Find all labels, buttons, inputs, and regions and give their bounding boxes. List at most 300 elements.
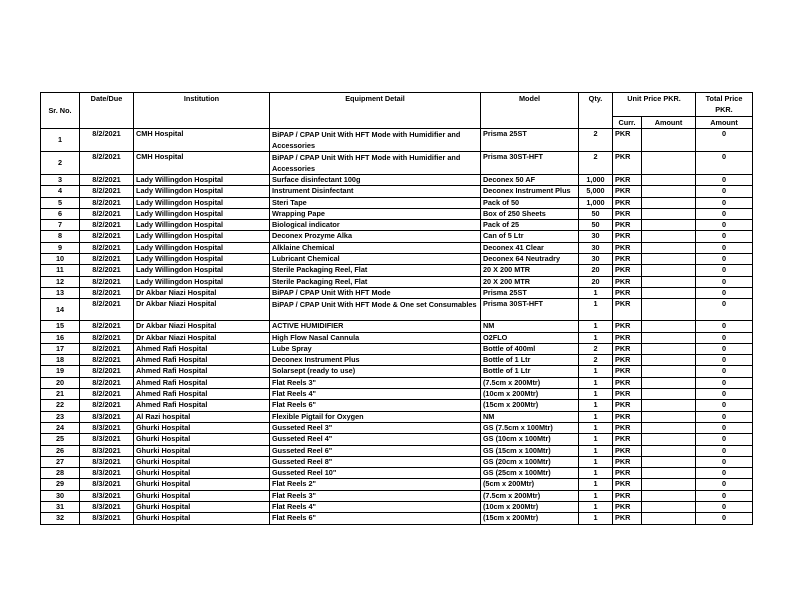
table-row: [41, 502, 753, 513]
cell-equipment-detail: Wrapping Pape: [270, 208, 481, 219]
cell-model: GS (20cm x 100Mtr): [481, 456, 579, 467]
cell-equipment-detail: Lube Spray: [270, 343, 481, 354]
cell-qty: 5,000: [579, 186, 613, 197]
header-model: Model: [481, 93, 579, 129]
cell-institution: Ahmed Rafi Hospital: [134, 377, 270, 388]
cell-date: 8/3/2021: [80, 445, 134, 456]
cell-sr-no: 20: [41, 377, 80, 388]
cell-model: NM: [481, 321, 579, 332]
cell-sr-no: 7: [41, 220, 80, 231]
cell-unit-amount: [642, 468, 696, 479]
cell-unit-amount: [642, 389, 696, 400]
cell-institution: Ghurki Hospital: [134, 434, 270, 445]
cell-qty: 50: [579, 208, 613, 219]
cell-qty: 1: [579, 422, 613, 433]
cell-model: GS (15cm x 100Mtr): [481, 445, 579, 456]
cell-sr-no: 28: [41, 468, 80, 479]
cell-unit-amount: [642, 129, 696, 152]
cell-qty: 1: [579, 479, 613, 490]
cell-equipment-detail: Flat Reels 6": [270, 513, 481, 524]
cell-qty: 30: [579, 254, 613, 265]
cell-qty: 1: [579, 434, 613, 445]
cell-sr-no: 17: [41, 343, 80, 354]
cell-institution: Lady Willingdon Hospital: [134, 242, 270, 253]
cell-sr-no: 23: [41, 411, 80, 422]
cell-model: Bottle of 1 Ltr: [481, 366, 579, 377]
cell-model: Prisma 25ST: [481, 129, 579, 152]
cell-unit-amount: [642, 355, 696, 366]
cell-model: NM: [481, 411, 579, 422]
cell-institution: Ghurki Hospital: [134, 468, 270, 479]
table-row: [41, 468, 753, 479]
cell-equipment-detail: Solarsept (ready to use): [270, 366, 481, 377]
cell-sr-no: 30: [41, 490, 80, 501]
cell-unit-amount: [642, 208, 696, 219]
cell-equipment-detail: Sterile Packaging Reel, Flat: [270, 265, 481, 276]
equipment-table: [40, 92, 753, 525]
cell-sr-no: 22: [41, 400, 80, 411]
header-sr-no: Sr. No.: [41, 93, 80, 129]
cell-currency: PKR: [613, 355, 642, 366]
cell-total-amount: 0: [696, 152, 753, 175]
cell-qty: 1: [579, 400, 613, 411]
cell-model: (15cm x 200Mtr): [481, 400, 579, 411]
cell-equipment-detail: Flexible Pigtail for Oxygen: [270, 411, 481, 422]
cell-unit-amount: [642, 175, 696, 186]
cell-date: 8/2/2021: [80, 197, 134, 208]
cell-model: (10cm x 200Mtr): [481, 502, 579, 513]
cell-institution: Ahmed Rafi Hospital: [134, 400, 270, 411]
cell-currency: PKR: [613, 186, 642, 197]
table-row: [41, 129, 753, 152]
cell-total-amount: 0: [696, 434, 753, 445]
cell-date: 8/2/2021: [80, 242, 134, 253]
cell-equipment-detail: Flat Reels 4": [270, 502, 481, 513]
cell-sr-no: 8: [41, 231, 80, 242]
cell-unit-amount: [642, 242, 696, 253]
cell-model: (10cm x 200Mtr): [481, 389, 579, 400]
cell-institution: Lady Willingdon Hospital: [134, 220, 270, 231]
header-equipment: Equipment Detail: [270, 93, 481, 129]
cell-equipment-detail: Flat Reels 3": [270, 377, 481, 388]
cell-sr-no: 25: [41, 434, 80, 445]
cell-currency: PKR: [613, 276, 642, 287]
cell-institution: Lady Willingdon Hospital: [134, 175, 270, 186]
cell-total-amount: 0: [696, 389, 753, 400]
cell-institution: Lady Willingdon Hospital: [134, 265, 270, 276]
cell-total-amount: 0: [696, 422, 753, 433]
cell-unit-amount: [642, 220, 696, 231]
cell-currency: PKR: [613, 513, 642, 524]
cell-model: (5cm x 200Mtr): [481, 479, 579, 490]
cell-currency: PKR: [613, 321, 642, 332]
table-row: [41, 411, 753, 422]
cell-currency: PKR: [613, 490, 642, 501]
cell-unit-amount: [642, 276, 696, 287]
cell-date: 8/2/2021: [80, 276, 134, 287]
cell-sr-no: 9: [41, 242, 80, 253]
cell-date: 8/3/2021: [80, 456, 134, 467]
cell-unit-amount: [642, 411, 696, 422]
table-row: [41, 254, 753, 265]
cell-sr-no: 21: [41, 389, 80, 400]
cell-total-amount: 0: [696, 197, 753, 208]
cell-unit-amount: [642, 332, 696, 343]
cell-equipment-detail: Sterile Packaging Reel, Flat: [270, 276, 481, 287]
cell-sr-no: 32: [41, 513, 80, 524]
cell-currency: PKR: [613, 332, 642, 343]
cell-qty: 2: [579, 355, 613, 366]
cell-unit-amount: [642, 287, 696, 298]
cell-qty: 1: [579, 490, 613, 501]
cell-sr-no: 3: [41, 175, 80, 186]
table-row: [41, 220, 753, 231]
cell-date: 8/3/2021: [80, 513, 134, 524]
cell-model: Can of 5 Ltr: [481, 231, 579, 242]
cell-model: Bottle of 1 Ltr: [481, 355, 579, 366]
cell-unit-amount: [642, 400, 696, 411]
cell-model: (7.5cm x 200Mtr): [481, 490, 579, 501]
cell-model: Pack of 25: [481, 220, 579, 231]
cell-equipment-detail: Gusseted Reel 10": [270, 468, 481, 479]
cell-currency: PKR: [613, 242, 642, 253]
cell-institution: Lady Willingdon Hospital: [134, 254, 270, 265]
cell-model: Prisma 25ST: [481, 287, 579, 298]
cell-institution: Ghurki Hospital: [134, 479, 270, 490]
table-row: [41, 355, 753, 366]
cell-model: GS (10cm x 100Mtr): [481, 434, 579, 445]
table-row: [41, 479, 753, 490]
cell-equipment-detail: Gusseted Reel 6": [270, 445, 481, 456]
cell-qty: 1: [579, 456, 613, 467]
cell-equipment-detail: BiPAP / CPAP Unit With HFT Mode with Humidifier and Accessories: [270, 152, 481, 175]
cell-total-amount: 0: [696, 129, 753, 152]
cell-date: 8/3/2021: [80, 468, 134, 479]
cell-total-amount: 0: [696, 513, 753, 524]
cell-sr-no: 12: [41, 276, 80, 287]
cell-currency: PKR: [613, 479, 642, 490]
cell-qty: 30: [579, 242, 613, 253]
cell-unit-amount: [642, 490, 696, 501]
header-curr: Curr.: [613, 117, 642, 129]
cell-date: 8/3/2021: [80, 490, 134, 501]
cell-qty: 2: [579, 129, 613, 152]
cell-date: 8/2/2021: [80, 231, 134, 242]
cell-currency: PKR: [613, 389, 642, 400]
cell-institution: Al Razi hospital: [134, 411, 270, 422]
cell-institution: Ahmed Rafi Hospital: [134, 389, 270, 400]
cell-equipment-detail: Alklaine Chemical: [270, 242, 481, 253]
cell-qty: 2: [579, 343, 613, 354]
cell-currency: PKR: [613, 299, 642, 321]
table-row: [41, 321, 753, 332]
cell-model: (7.5cm x 200Mtr): [481, 377, 579, 388]
cell-institution: Dr Akbar Niazi Hospital: [134, 287, 270, 298]
cell-unit-amount: [642, 197, 696, 208]
cell-institution: Ghurki Hospital: [134, 456, 270, 467]
cell-unit-amount: [642, 422, 696, 433]
cell-model: Deconex 41 Clear: [481, 242, 579, 253]
cell-total-amount: 0: [696, 343, 753, 354]
table-row: [41, 490, 753, 501]
cell-total-amount: 0: [696, 332, 753, 343]
cell-equipment-detail: Flat Reels 6": [270, 400, 481, 411]
cell-unit-amount: [642, 231, 696, 242]
table-row: [41, 208, 753, 219]
cell-qty: 1: [579, 411, 613, 422]
cell-equipment-detail: Instrument Disinfectant: [270, 186, 481, 197]
cell-equipment-detail: Lubricant Chemical: [270, 254, 481, 265]
cell-qty: 1: [579, 502, 613, 513]
cell-equipment-detail: Deconex Instrument Plus: [270, 355, 481, 366]
cell-total-amount: 0: [696, 400, 753, 411]
cell-equipment-detail: Deconex Prozyme Alka: [270, 231, 481, 242]
table-row: [41, 265, 753, 276]
cell-total-amount: 0: [696, 445, 753, 456]
header-amount: Amount: [642, 117, 696, 129]
cell-institution: CMH Hospital: [134, 152, 270, 175]
cell-currency: PKR: [613, 175, 642, 186]
cell-institution: Ghurki Hospital: [134, 513, 270, 524]
cell-unit-amount: [642, 377, 696, 388]
table-row: [41, 186, 753, 197]
cell-equipment-detail: Flat Reels 3": [270, 490, 481, 501]
cell-total-amount: 0: [696, 242, 753, 253]
cell-sr-no: 6: [41, 208, 80, 219]
cell-institution: Ghurki Hospital: [134, 502, 270, 513]
header-date: Date/Due: [80, 93, 134, 129]
cell-qty: 20: [579, 265, 613, 276]
cell-currency: PKR: [613, 422, 642, 433]
header-unit-price: Unit Price PKR.: [613, 93, 696, 117]
cell-currency: PKR: [613, 366, 642, 377]
cell-unit-amount: [642, 254, 696, 265]
cell-total-amount: 0: [696, 208, 753, 219]
cell-model: O2FLO: [481, 332, 579, 343]
cell-model: (15cm x 200Mtr): [481, 513, 579, 524]
cell-unit-amount: [642, 479, 696, 490]
cell-equipment-detail: Biological indicator: [270, 220, 481, 231]
cell-equipment-detail: BiPAP / CPAP Unit With HFT Mode: [270, 287, 481, 298]
cell-institution: Dr Akbar Niazi Hospital: [134, 299, 270, 321]
cell-equipment-detail: Gusseted Reel 3": [270, 422, 481, 433]
cell-sr-no: 31: [41, 502, 80, 513]
cell-institution: Ghurki Hospital: [134, 490, 270, 501]
cell-sr-no: 27: [41, 456, 80, 467]
table-row: [41, 513, 753, 524]
cell-equipment-detail: Surface disinfectant 100g: [270, 175, 481, 186]
cell-date: 8/3/2021: [80, 411, 134, 422]
cell-model: Prisma 30ST-HFT: [481, 299, 579, 321]
cell-total-amount: 0: [696, 231, 753, 242]
cell-qty: 1: [579, 468, 613, 479]
table-row: [41, 366, 753, 377]
cell-model: Pack of 50: [481, 197, 579, 208]
cell-qty: 1: [579, 299, 613, 321]
table-row: [41, 377, 753, 388]
cell-date: 8/2/2021: [80, 186, 134, 197]
cell-currency: PKR: [613, 265, 642, 276]
cell-equipment-detail: BiPAP / CPAP Unit With HFT Mode & One set Consumables: [270, 299, 481, 321]
cell-currency: PKR: [613, 468, 642, 479]
cell-date: 8/2/2021: [80, 287, 134, 298]
cell-date: 8/2/2021: [80, 129, 134, 152]
cell-qty: 2: [579, 152, 613, 175]
cell-total-amount: 0: [696, 502, 753, 513]
cell-institution: Lady Willingdon Hospital: [134, 208, 270, 219]
cell-date: 8/3/2021: [80, 434, 134, 445]
cell-total-amount: 0: [696, 456, 753, 467]
cell-model: 20 X 200 MTR: [481, 276, 579, 287]
cell-date: 8/2/2021: [80, 299, 134, 321]
cell-total-amount: 0: [696, 479, 753, 490]
cell-currency: PKR: [613, 129, 642, 152]
cell-total-amount: 0: [696, 287, 753, 298]
cell-qty: 1,000: [579, 175, 613, 186]
cell-date: 8/2/2021: [80, 377, 134, 388]
cell-institution: Lady Willingdon Hospital: [134, 186, 270, 197]
cell-unit-amount: [642, 445, 696, 456]
table-row: [41, 456, 753, 467]
cell-equipment-detail: Gusseted Reel 4": [270, 434, 481, 445]
cell-date: 8/2/2021: [80, 321, 134, 332]
table-row: [41, 197, 753, 208]
cell-currency: PKR: [613, 456, 642, 467]
cell-equipment-detail: ACTIVE HUMIDIFIER: [270, 321, 481, 332]
cell-date: 8/3/2021: [80, 422, 134, 433]
cell-currency: PKR: [613, 434, 642, 445]
table-row: [41, 400, 753, 411]
cell-total-amount: 0: [696, 186, 753, 197]
cell-date: 8/2/2021: [80, 389, 134, 400]
cell-qty: 1: [579, 445, 613, 456]
table-body: [41, 129, 753, 525]
cell-institution: Lady Willingdon Hospital: [134, 231, 270, 242]
cell-unit-amount: [642, 366, 696, 377]
cell-unit-amount: [642, 186, 696, 197]
cell-currency: PKR: [613, 411, 642, 422]
header-total-price: Total Price PKR.: [696, 93, 753, 117]
cell-date: 8/2/2021: [80, 332, 134, 343]
cell-unit-amount: [642, 434, 696, 445]
cell-total-amount: 0: [696, 299, 753, 321]
table-row: [41, 343, 753, 354]
cell-unit-amount: [642, 343, 696, 354]
cell-qty: 1: [579, 389, 613, 400]
table-row: [41, 434, 753, 445]
cell-model: Deconex Instrument Plus: [481, 186, 579, 197]
cell-institution: Dr Akbar Niazi Hospital: [134, 321, 270, 332]
cell-model: GS (25cm x 100Mtr): [481, 468, 579, 479]
cell-date: 8/2/2021: [80, 208, 134, 219]
cell-date: 8/3/2021: [80, 502, 134, 513]
cell-equipment-detail: BiPAP / CPAP Unit With HFT Mode with Humidifier and Accessories: [270, 129, 481, 152]
cell-currency: PKR: [613, 231, 642, 242]
cell-model: Deconex 64 Neutradry: [481, 254, 579, 265]
cell-currency: PKR: [613, 400, 642, 411]
cell-unit-amount: [642, 321, 696, 332]
cell-total-amount: 0: [696, 276, 753, 287]
cell-model: Prisma 30ST-HFT: [481, 152, 579, 175]
cell-date: 8/2/2021: [80, 343, 134, 354]
cell-total-amount: 0: [696, 175, 753, 186]
cell-model: Deconex 50 AF: [481, 175, 579, 186]
cell-date: 8/2/2021: [80, 220, 134, 231]
cell-unit-amount: [642, 265, 696, 276]
cell-date: 8/2/2021: [80, 400, 134, 411]
cell-unit-amount: [642, 513, 696, 524]
cell-date: 8/2/2021: [80, 152, 134, 175]
cell-sr-no: 11: [41, 265, 80, 276]
cell-institution: Ahmed Rafi Hospital: [134, 366, 270, 377]
cell-date: 8/2/2021: [80, 366, 134, 377]
cell-institution: Ahmed Rafi Hospital: [134, 343, 270, 354]
cell-sr-no: 29: [41, 479, 80, 490]
cell-sr-no: 26: [41, 445, 80, 456]
cell-currency: PKR: [613, 208, 642, 219]
table-row: [41, 332, 753, 343]
cell-qty: 1: [579, 321, 613, 332]
cell-sr-no: 15: [41, 321, 80, 332]
cell-date: 8/3/2021: [80, 479, 134, 490]
cell-qty: 30: [579, 231, 613, 242]
cell-sr-no: 19: [41, 366, 80, 377]
cell-currency: PKR: [613, 287, 642, 298]
table-row: [41, 242, 753, 253]
cell-total-amount: 0: [696, 366, 753, 377]
cell-qty: 1: [579, 332, 613, 343]
cell-total-amount: 0: [696, 265, 753, 276]
header-qty: Qty.: [579, 93, 613, 129]
cell-sr-no: 14: [41, 299, 80, 321]
cell-unit-amount: [642, 456, 696, 467]
cell-date: 8/2/2021: [80, 355, 134, 366]
cell-institution: Ghurki Hospital: [134, 422, 270, 433]
cell-institution: Lady Willingdon Hospital: [134, 276, 270, 287]
cell-sr-no: 16: [41, 332, 80, 343]
cell-total-amount: 0: [696, 490, 753, 501]
cell-institution: Dr Akbar Niazi Hospital: [134, 332, 270, 343]
header-total-amount: Amount: [696, 117, 753, 129]
cell-qty: 1: [579, 513, 613, 524]
cell-equipment-detail: High Flow Nasal Cannula: [270, 332, 481, 343]
cell-sr-no: 10: [41, 254, 80, 265]
table-row: [41, 175, 753, 186]
cell-currency: PKR: [613, 220, 642, 231]
cell-equipment-detail: Gusseted Reel 8": [270, 456, 481, 467]
table-row: [41, 299, 753, 321]
cell-sr-no: 4: [41, 186, 80, 197]
cell-institution: Ghurki Hospital: [134, 445, 270, 456]
cell-unit-amount: [642, 502, 696, 513]
cell-currency: PKR: [613, 152, 642, 175]
cell-sr-no: 24: [41, 422, 80, 433]
cell-qty: 1: [579, 366, 613, 377]
cell-unit-amount: [642, 299, 696, 321]
cell-equipment-detail: Steri Tape: [270, 197, 481, 208]
cell-currency: PKR: [613, 445, 642, 456]
cell-total-amount: 0: [696, 220, 753, 231]
cell-currency: PKR: [613, 502, 642, 513]
table-row: [41, 287, 753, 298]
table-row: [41, 231, 753, 242]
cell-sr-no: 1: [41, 129, 80, 152]
cell-currency: PKR: [613, 197, 642, 208]
cell-date: 8/2/2021: [80, 265, 134, 276]
cell-institution: CMH Hospital: [134, 129, 270, 152]
cell-currency: PKR: [613, 377, 642, 388]
cell-total-amount: 0: [696, 411, 753, 422]
